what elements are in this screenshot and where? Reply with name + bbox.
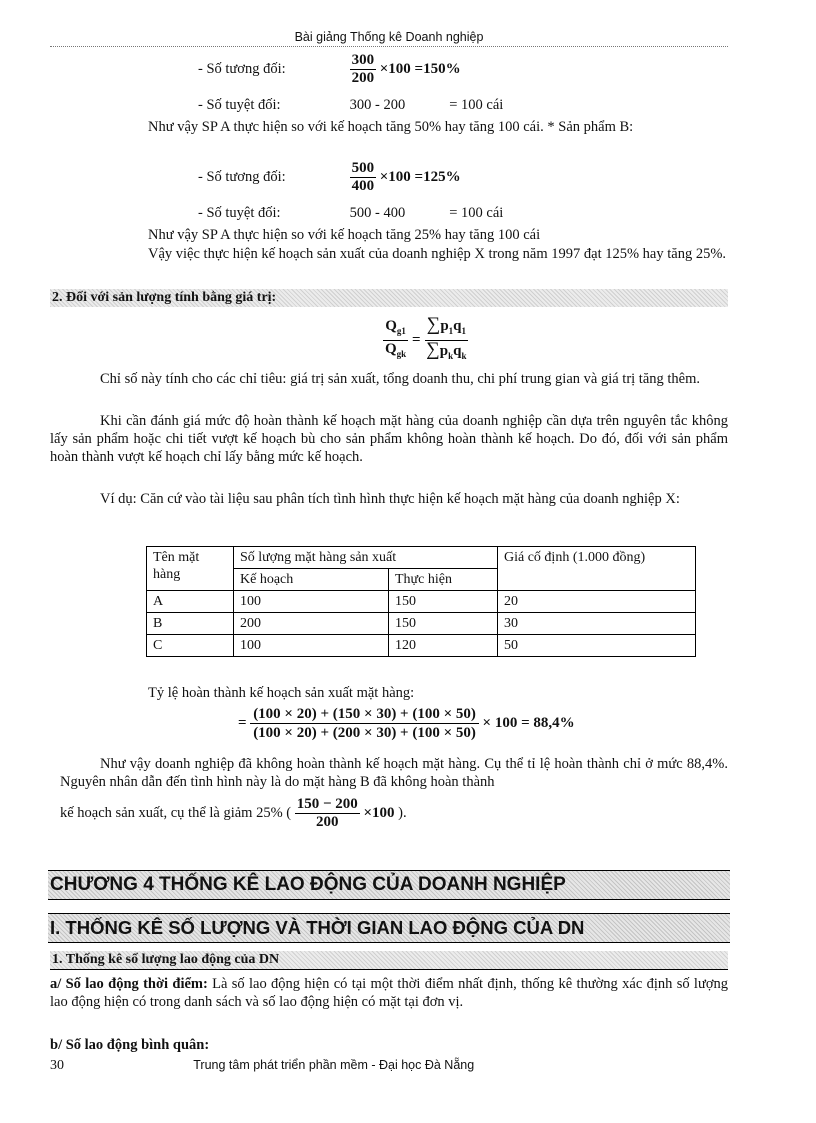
paragraph-5: kế hoạch sản xuất, cụ thể là giảm 25% ( $\frac{150 - 200}{200}$ ×100 ). [60,796,407,830]
label: - Số tương đối: [198,169,286,185]
header-qty: Số lượng mặt hàng sản xuất [234,547,498,569]
result: = 100 cái [449,97,504,113]
label: - Số tuyệt đối: [198,205,281,221]
header-title: Bài giảng Thống kê Doanh nghiệp [294,30,484,44]
section-2-heading: 2. Đối với sản lượng tính bằng giá trị: [50,289,728,307]
label: - Số tương đối: [198,61,286,77]
equals: = [411,332,421,348]
paragraph-4: Như vậy doanh nghiệp đã không hoàn thành kế hoạch mặt hàng. Cụ thể tỉ lệ hoàn thành chỉ ở mức 88,4%. Nguyên nhân dẫn đến tình hình này là do mặt hàng B đã không hoàn thành [60,756,728,790]
equals: = [238,715,247,731]
paragraph-2: Khi cần đánh giá mức độ hoàn thành kế hoạch mặt hàng của doanh nghiệp cần dựa trên nguyên tắc không lấy sản phẩm hoặc chi tiết vượt kế hoạch bù cho sản phẩm không hoàn thành kế hoạch. Do đó, đối với sản phẩm hoàn thành vượt kế hoạch chỉ lấy bằng mức kế hoạch. [50,413,728,465]
expression: 300 - 200 [349,97,406,113]
value-index-formula [383,316,469,365]
line-b-absolute [198,205,503,222]
line-a-relative [198,52,461,87]
table-row: A 100 150 20 [147,591,696,613]
line-b-relative [198,160,461,195]
rhs-fraction: $\frac{\sum p_1q_1}{\sum p_kq_k}$ [426,314,467,361]
line-a-absolute [198,97,503,114]
fraction-tail: × 100 = 88,4% [482,715,575,731]
fraction: $\frac{300}{200}$ [351,52,375,86]
table-row: B 200 150 30 [147,613,696,635]
conclusion-a: Như vậy SP A thực hiện so với kế hoạch tăng 50% hay tăng 100 cái. * Sản phẩm B: [148,119,634,135]
decrease-fraction: $\frac{150 - 200}{200}$ [296,796,358,830]
paragraph-3: Ví dụ: Căn cứ vào tài liệu sau phân tích tình hình thực hiện kế hoạch mặt hàng của doanh nghiệp X: [100,491,680,507]
page-header [50,30,728,47]
item-b: b/ Số lao động bình quân: [50,1037,210,1053]
fraction: $\frac{500}{400}$ [351,160,375,194]
page-number: 30 [50,1058,64,1073]
lhs-fraction: $\frac{Q_{g1}}{Q_{gk}}$ [385,318,407,359]
header-plan: Kế hoạch [234,569,389,591]
ratio-label: Tỷ lệ hoàn thành kế hoạch sản xuất mặt hàng: [148,685,415,701]
subsection-1-heading: 1. Thống kê số lượng lao động của DN [50,951,728,970]
header-name: Tên mặt hàng [147,547,234,591]
page-footer [50,1058,728,1074]
conclusion-b1: Như vậy SP A thực hiện so với kế hoạch tăng 25% hay tăng 100 cái [148,227,541,243]
result: = 100 cái [449,205,504,221]
product-plan-table [146,546,696,657]
completion-fraction: $\frac{(100 \times 20) + (150 \times 30) + (100 \times 50)}{(100 \times 20) + (200 \times 30) + (100 \times 50)}$ [250,705,479,742]
chapter-heading: CHƯƠNG 4 THỐNG KÊ LAO ĐỘNG CỦA DOANH NGHIỆP [48,870,730,900]
paragraph-1: Chỉ số này tính cho các chỉ tiêu: giá trị sản xuất, tổng doanh thu, chi phí trung gian và giá trị tăng thêm. [100,371,701,387]
expression: 500 - 400 [349,205,406,221]
item-a: a/ Số lao động thời điểm: Là số lao động hiện có tại một thời điểm nhất định, thống kê thường xác định số lượng lao động hiện có trong danh sách và số lao động hiện có mặt tại đơn vị. [50,976,728,1010]
completion-formula [238,705,575,742]
conclusion-b2: Vậy việc thực hiện kế hoạch sản xuất của doanh nghiệp X trong năm 1997 đạt 125% hay tăng 25%. [148,246,727,262]
section-1-heading: I. THỐNG KÊ SỐ LƯỢNG VÀ THỜI GIAN LAO ĐỘNG CỦA DN [48,913,730,943]
fraction-tail: ×100 =125% [379,169,461,185]
table-row: C 100 120 50 [147,635,696,657]
label: - Số tuyệt đối: [198,97,281,113]
fraction-tail: ×100 =150% [379,61,461,77]
header-price: Giá cố định (1.000 đồng) [498,547,696,591]
header-actual: Thực hiện [389,569,498,591]
footer-text: Trung tâm phát triển phần mềm - Đại học Đà Nẵng [193,1058,475,1072]
